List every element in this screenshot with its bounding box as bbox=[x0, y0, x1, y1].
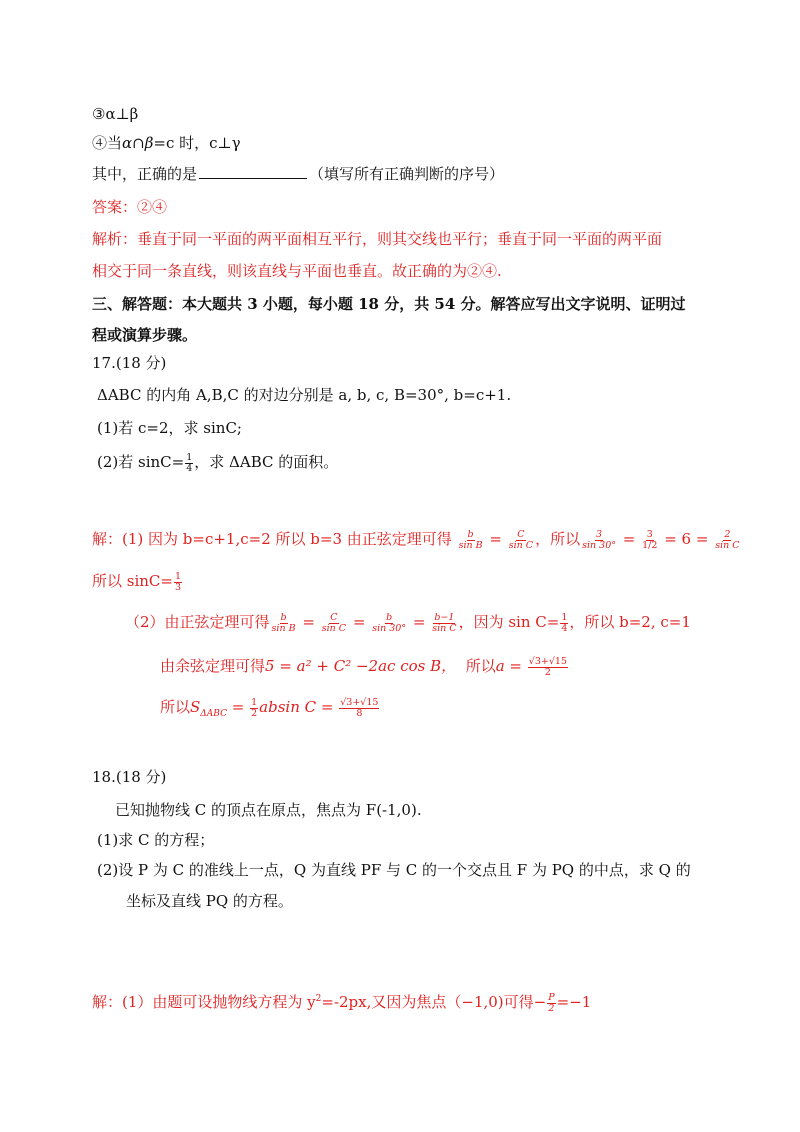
q18-stem bbox=[115, 800, 422, 820]
frac-2-sinC bbox=[714, 530, 740, 551]
q17-frac-num: 1 bbox=[186, 451, 193, 463]
item-4-math: α∩β bbox=[122, 134, 154, 152]
frac-num: C bbox=[517, 528, 525, 540]
cos-mid: 所以 bbox=[465, 657, 496, 675]
frac-3-half bbox=[641, 530, 658, 551]
q17-stem bbox=[97, 385, 511, 405]
item-3 bbox=[92, 104, 138, 124]
sol17-p2-pre: （2）由正弦定理可得 bbox=[125, 613, 270, 631]
q17-header-text: 17.(18 分) bbox=[92, 354, 167, 372]
q17-frac-den: 4 bbox=[186, 462, 193, 474]
sol17-area-line bbox=[160, 697, 380, 724]
q17-frac bbox=[185, 453, 193, 474]
q17-part-2-post: ，求 ΔABC 的面积。 bbox=[194, 453, 339, 471]
frac-num: 3 bbox=[596, 528, 603, 540]
item-3-text: ③α⊥β bbox=[92, 105, 139, 123]
frac-num: C bbox=[330, 611, 338, 623]
frac-num: 1 bbox=[251, 696, 258, 708]
sol17-line-1 bbox=[92, 529, 742, 551]
sol18-sup: 2 bbox=[315, 994, 322, 1004]
sol18-mid: =-2px,又因为焦点（−1,0)可得− bbox=[321, 993, 547, 1011]
cos-expr: 5 = a² + C² −2ac cos B， bbox=[265, 657, 457, 675]
frac-half bbox=[250, 698, 258, 719]
sol18-pre: 解：(1）由题可设抛物线方程为 y bbox=[92, 993, 316, 1011]
eq-sign: = bbox=[231, 698, 245, 716]
frac-p2-C-sinC bbox=[321, 613, 347, 634]
sol17-l2-pre: 所以 sinC= bbox=[92, 572, 173, 590]
sol17-l1-mid: ，所以 bbox=[535, 530, 581, 548]
frac-den: 1/2 bbox=[642, 539, 658, 551]
frac-num: b−1 bbox=[434, 611, 455, 623]
eq-sign: = bbox=[622, 530, 636, 548]
item-4-pre: ④当 bbox=[92, 134, 123, 152]
frac-den: sin B bbox=[271, 622, 296, 634]
frac-den: 2 bbox=[544, 666, 551, 678]
item-4-post: =c 时，c⊥γ bbox=[153, 134, 241, 152]
frac-num: 1 bbox=[174, 570, 182, 582]
frac-den: sin 30° bbox=[582, 539, 616, 551]
frac-p2-bm1-sinC bbox=[431, 613, 457, 634]
frac-num: 1 bbox=[561, 611, 568, 623]
frac-num: √3+√15 bbox=[528, 655, 567, 667]
sol17-part-2 bbox=[125, 612, 691, 634]
frac-den: 8 bbox=[356, 707, 363, 719]
frac-num: √3+√15 bbox=[340, 696, 379, 708]
frac-C-sinC bbox=[508, 530, 534, 551]
frac-p2-b-sin30 bbox=[371, 613, 407, 634]
sol18-post: =−1 bbox=[556, 993, 592, 1011]
q17-header bbox=[92, 353, 166, 373]
analysis-text-2: 相交于同一条直线，则该直线与平面也垂直。故正确的为②④. bbox=[92, 262, 502, 280]
frac-p2-b-sinB bbox=[271, 613, 297, 634]
sol17-p2-mid: ，因为 sin C= bbox=[458, 613, 560, 631]
section-3-heading bbox=[92, 294, 686, 314]
frac-den: 3 bbox=[174, 581, 182, 593]
analysis-text-1: 解析：垂直于同一平面的两平面相互平行，则其交线也平行；垂直于同一平面的两平面 bbox=[92, 230, 663, 248]
q18-header bbox=[92, 767, 166, 787]
frac-a-value bbox=[528, 657, 568, 678]
q18-part-1-text: (1)求 C 的方程； bbox=[97, 831, 215, 849]
q18-header-text: 18.(18 分) bbox=[92, 768, 167, 786]
fill-prompt-pre: 其中，正确的是 bbox=[92, 165, 198, 183]
frac-num: b bbox=[467, 528, 474, 540]
frac-num: 3 bbox=[646, 528, 653, 540]
q17-part-1-text: (1)若 c=2，求 sinC; bbox=[97, 419, 242, 437]
frac-p-2 bbox=[547, 993, 555, 1014]
sol17-cosine-line bbox=[160, 656, 569, 678]
frac-area-value bbox=[339, 698, 379, 719]
frac-den: sin C bbox=[432, 622, 457, 634]
fill-in-prompt bbox=[92, 164, 504, 184]
cos-pre: 由余弦定理可得 bbox=[160, 657, 266, 675]
eq-sign: = bbox=[412, 613, 426, 631]
answer-line bbox=[92, 197, 167, 217]
area-sub: ΔABC bbox=[200, 709, 227, 719]
frac-den: sin 30° bbox=[372, 622, 407, 634]
q18-part-2-cont bbox=[126, 891, 293, 911]
q17-stem-text: ΔABC 的内角 A,B,C 的对边分别是 a, b, c, B=30°, b=c+1. bbox=[97, 386, 512, 404]
q18-part-2 bbox=[97, 860, 691, 880]
frac-den: sin B bbox=[458, 539, 483, 551]
analysis-line-1 bbox=[92, 229, 662, 249]
frac-den: sin C bbox=[508, 539, 534, 551]
frac-p2-1-4 bbox=[560, 613, 568, 634]
q17-part-1 bbox=[97, 418, 242, 438]
section-3-line-2: 程或演算步骤。 bbox=[92, 326, 198, 344]
frac-3-sin30 bbox=[581, 530, 617, 551]
sol17-line-2 bbox=[92, 571, 183, 593]
area-S: S bbox=[190, 698, 201, 716]
frac-num: b bbox=[386, 611, 393, 623]
frac-den: 4 bbox=[561, 622, 568, 634]
sol18-line-1 bbox=[92, 989, 591, 1014]
q18-part-2-line-1: (2)设 P 为 C 的准线上一点，Q 为直线 PF 与 C 的一个交点且 F 为 PQ 的中点，求 Q 的 bbox=[97, 861, 691, 879]
section-3-line-1: 三、解答题：本大题共 3 小题，每小题 18 分，共 54 分。解答应写出文字说明、证明过 bbox=[92, 295, 686, 313]
q18-part-1 bbox=[97, 830, 214, 850]
fill-prompt-post: （填写所有正确判断的序号） bbox=[309, 165, 505, 183]
frac-den: 2 bbox=[251, 707, 258, 719]
section-3-heading-2 bbox=[92, 325, 197, 345]
item-4 bbox=[92, 133, 241, 153]
answer-text: 答案：②④ bbox=[92, 198, 168, 216]
q18-part-2-line-2: 坐标及直线 PQ 的方程。 bbox=[126, 892, 293, 910]
area-pre: 所以 bbox=[160, 698, 191, 716]
eq-sign: = bbox=[302, 613, 315, 631]
analysis-line-2 bbox=[92, 261, 502, 281]
frac-b-sinB bbox=[458, 530, 484, 551]
eq-sign: = bbox=[352, 613, 366, 631]
frac-num: P bbox=[548, 991, 555, 1003]
q17-part-2 bbox=[97, 452, 338, 474]
sol17-p2-post: ，所以 b=2, c=1 bbox=[569, 613, 691, 631]
q18-stem-text: 已知抛物线 C 的顶点在原点，焦点为 F(-1,0). bbox=[115, 801, 422, 819]
eq-six: = 6 = bbox=[664, 530, 709, 548]
frac-1-3 bbox=[174, 572, 182, 593]
sol17-l1-pre: 解：(1) 因为 b=c+1,c=2 所以 b=3 由正弦定理可得 bbox=[92, 530, 452, 548]
frac-den: 2 bbox=[548, 1002, 555, 1014]
frac-num: b bbox=[280, 611, 287, 623]
answer-blank bbox=[199, 164, 307, 179]
frac-num: 2 bbox=[724, 528, 731, 540]
q17-part-2-pre: (2)若 sinC= bbox=[97, 453, 185, 471]
cos-a: a = bbox=[495, 657, 522, 675]
eq-sign: = bbox=[489, 530, 502, 548]
frac-den: sin C bbox=[715, 539, 740, 551]
frac-den: sin C bbox=[321, 622, 347, 634]
area-expr: absin C = bbox=[259, 698, 334, 716]
